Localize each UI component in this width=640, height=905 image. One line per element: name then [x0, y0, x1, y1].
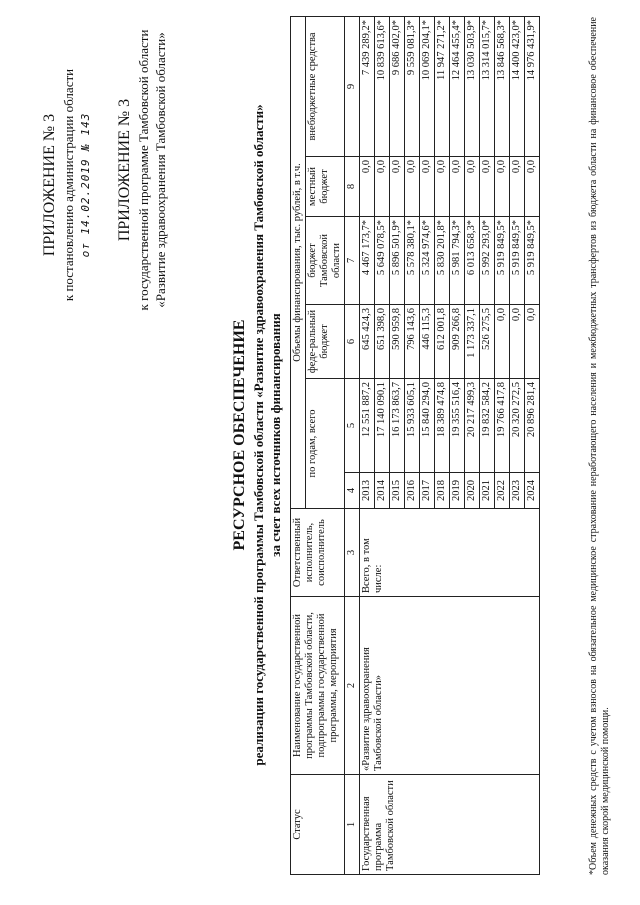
header-executor: Ответственный исполнитель, соисполнитель: [291, 509, 345, 597]
extra-cell: 13 030 503,9*: [465, 16, 480, 156]
column-number-row: [345, 16, 360, 874]
regional-cell: 5 324 974,6*: [420, 217, 435, 305]
total-cell: 19 355 516,4: [450, 379, 465, 473]
year-cell: 2020: [465, 473, 480, 509]
regional-cell: 5 830 201,8*: [435, 217, 450, 305]
program-name-cell: «Развитие здравоохранения Тамбовской области»: [360, 597, 540, 775]
total-cell: 20 320 272,5: [510, 379, 525, 473]
regional-cell: 6 013 658,3*: [465, 217, 480, 305]
heading-sources: за счет всех источников финансирования: [268, 313, 283, 557]
federal-cell: 1 173 337,1: [465, 305, 480, 379]
header-funding: Объемы финансирования, тыс. рублей, в т.ч.: [291, 16, 306, 508]
total-cell: 12 551 887,2: [360, 379, 375, 473]
year-cell: 2016: [405, 473, 420, 509]
header-name: Наименование государственной программы Тамбовской области, подпрограммы государственной программы, мероприятия: [291, 597, 345, 775]
extra-cell: 10 069 204,1*: [420, 16, 435, 156]
extra-cell: 13 846 568,3*: [495, 16, 510, 156]
local-cell: 0,0: [435, 157, 450, 217]
federal-cell: 446 115,3: [420, 305, 435, 379]
local-cell: 0,0: [360, 157, 375, 217]
federal-cell: 0,0: [495, 305, 510, 379]
total-cell: 19 766 417,8: [495, 379, 510, 473]
column-number: 8: [345, 157, 360, 217]
year-cell: 2023: [510, 473, 525, 509]
column-number: 3: [345, 509, 360, 597]
column-number: 2: [345, 597, 360, 775]
federal-cell: 590 959,8: [390, 305, 405, 379]
total-cell: 16 173 863,7: [390, 379, 405, 473]
year-cell: 2017: [420, 473, 435, 509]
column-number: 1: [345, 775, 360, 875]
appendix-title: ПРИЛОЖЕНИЕ № 3: [116, 98, 133, 242]
executor-cell: Всего, в том числе:: [360, 509, 540, 597]
federal-cell: 645 424,3: [360, 305, 375, 379]
header-regional: бюджет Тамбовской области: [306, 217, 345, 305]
year-cell: 2018: [435, 473, 450, 509]
federal-cell: 909 266,8: [450, 305, 465, 379]
regional-cell: 5 919 849,5*: [510, 217, 525, 305]
extra-cell: 9 686 402,0*: [390, 16, 405, 156]
document-heading: [230, 95, 284, 775]
regional-cell: 5 919 849,5*: [495, 217, 510, 305]
regional-cell: 5 919 849,5*: [525, 217, 540, 305]
extra-cell: 14 976 431,9*: [525, 16, 540, 156]
local-cell: 0,0: [510, 157, 525, 217]
regional-cell: 4 467 173,7*: [360, 217, 375, 305]
column-number: 7: [345, 217, 360, 305]
heading-title: РЕСУРСНОЕ ОБЕСПЕЧЕНИЕ: [231, 319, 248, 551]
table-row: [360, 16, 375, 874]
year-cell: 2024: [525, 473, 540, 509]
total-cell: 17 140 090,1: [375, 379, 390, 473]
federal-cell: 526 275,5: [480, 305, 495, 379]
header-federal: феде-ральный бюджет: [306, 305, 345, 379]
year-cell: 2013: [360, 473, 375, 509]
handwritten-date-number: от 14.02.2019 № 143: [79, 112, 92, 258]
total-cell: 15 840 294,0: [420, 379, 435, 473]
column-number: 9: [345, 16, 360, 156]
appendix-decree-line: к постановлению администрации области: [61, 68, 76, 302]
local-cell: 0,0: [495, 157, 510, 217]
column-number: 6: [345, 305, 360, 379]
local-cell: 0,0: [420, 157, 435, 217]
header-local: местный бюджет: [306, 157, 345, 217]
year-cell: 2021: [480, 473, 495, 509]
regional-cell: 5 992 293,0*: [480, 217, 495, 305]
appendix-block-decree: [40, 40, 94, 330]
extra-cell: 14 400 423,0*: [510, 16, 525, 156]
footnote: *Объем денежных средств с учетом взносов на обязательное медицинское страхование неработающего населения и межбюджетных трансфертов из бюджета области на финансовое обеспечение оказания скорой медицинской помощи.: [588, 17, 611, 875]
column-number: 5: [345, 379, 360, 473]
year-cell: 2019: [450, 473, 465, 509]
local-cell: 0,0: [465, 157, 480, 217]
local-cell: 0,0: [405, 157, 420, 217]
appendix-block-program: [115, 20, 169, 320]
extra-cell: 12 464 455,4*: [450, 16, 465, 156]
header-status: Статус: [291, 775, 345, 875]
local-cell: 0,0: [375, 157, 390, 217]
header-by-years: по годам, всего: [306, 379, 345, 509]
total-cell: 15 933 605,1: [405, 379, 420, 473]
local-cell: 0,0: [525, 157, 540, 217]
extra-cell: 13 314 015,7*: [480, 16, 495, 156]
federal-cell: 651 398,0: [375, 305, 390, 379]
local-cell: 0,0: [480, 157, 495, 217]
extra-cell: 7 439 289,2*: [360, 16, 375, 156]
total-cell: 20 217 499,3: [465, 379, 480, 473]
federal-cell: 0,0: [510, 305, 525, 379]
table-body: [360, 16, 540, 874]
regional-cell: 5 649 078,5*: [375, 217, 390, 305]
extra-cell: 10 839 613,6*: [375, 16, 390, 156]
local-cell: 0,0: [450, 157, 465, 217]
federal-cell: 0,0: [525, 305, 540, 379]
total-cell: 19 832 584,2: [480, 379, 495, 473]
federal-cell: 796 143,6: [405, 305, 420, 379]
year-cell: 2022: [495, 473, 510, 509]
status-cell: Государственная программа Тамбовской области: [360, 775, 540, 875]
extra-cell: 11 947 271,2*: [435, 16, 450, 156]
resource-table: [290, 16, 540, 875]
column-number: 4: [345, 473, 360, 509]
header-extra: внебюджетные средства: [306, 16, 345, 156]
appendix-title: ПРИЛОЖЕНИЕ № 3: [41, 113, 58, 257]
regional-cell: 5 896 501,9*: [390, 217, 405, 305]
year-cell: 2014: [375, 473, 390, 509]
appendix-program-line: к государственной программе Тамбовской области: [136, 29, 151, 311]
appendix-program-name: «Развитие здравоохранения Тамбовской области»: [153, 32, 168, 308]
federal-cell: 612 001,8: [435, 305, 450, 379]
local-cell: 0,0: [390, 157, 405, 217]
regional-cell: 5 578 380,1*: [405, 217, 420, 305]
total-cell: 18 389 474,8: [435, 379, 450, 473]
regional-cell: 5 981 794,3*: [450, 217, 465, 305]
heading-subtitle: реализации государственной программы Тамбовской области «Развитие здравоохранения Тамбовской области»: [251, 104, 266, 766]
extra-cell: 9 559 081,3*: [405, 16, 420, 156]
total-cell: 20 896 281,4: [525, 379, 540, 473]
year-cell: 2015: [390, 473, 405, 509]
